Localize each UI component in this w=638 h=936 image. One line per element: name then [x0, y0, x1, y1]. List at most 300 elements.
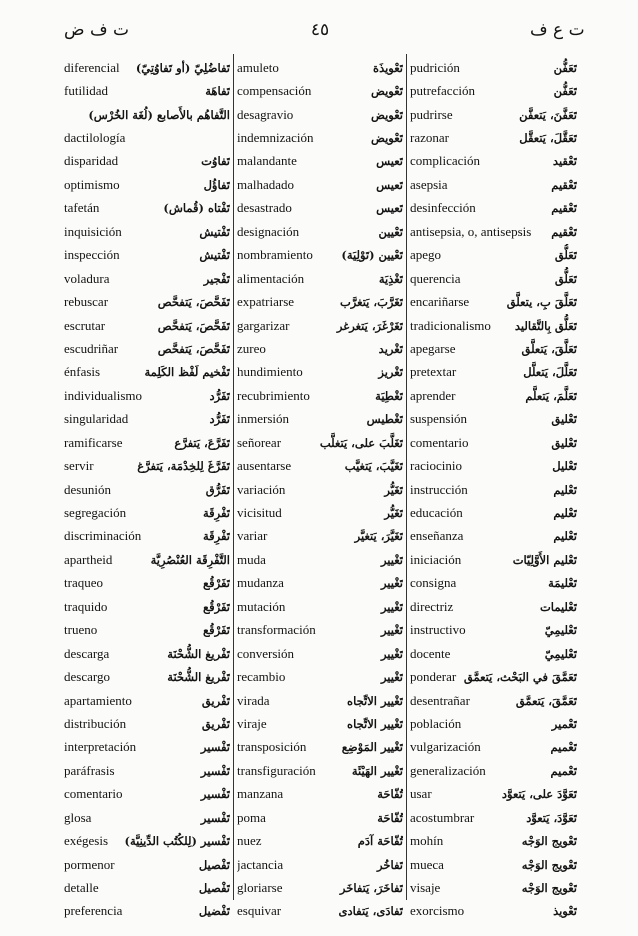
spanish-term: gargarizar [237, 317, 290, 333]
dictionary-entry [410, 150, 577, 173]
dictionary-entry [410, 384, 577, 407]
arabic-term: تَعيس [376, 177, 403, 192]
header-left-letters: ت ف ض [64, 20, 129, 40]
spanish-term: inspección [64, 247, 120, 263]
spanish-term: optimismo [64, 176, 120, 192]
arabic-term: تَغْذِيَة [378, 271, 403, 286]
spanish-term: inmersión [237, 411, 289, 427]
arabic-term: تَفاوُت [201, 154, 230, 169]
arabic-term: تَعْويض [371, 107, 403, 122]
arabic-term: تَغَيَّبَ، يَتغيَّب [344, 459, 403, 474]
arabic-term: تَعَوَّدَ على، يَتعوَّد [501, 787, 577, 802]
arabic-term: تَفَحَّصَ، يَتفحَّص [157, 341, 230, 356]
arabic-term: تَغْطيس [366, 412, 403, 427]
arabic-term: تَعَفُّن [553, 84, 577, 99]
arabic-term: تَفَرُّد [209, 388, 230, 403]
dictionary-entry [64, 126, 230, 149]
spanish-term: conversión [237, 645, 295, 661]
spanish-term: consigna [410, 575, 457, 591]
dictionary-entry [237, 806, 403, 829]
spanish-term: exorcismo [410, 903, 465, 919]
spanish-term: ramificarse [64, 434, 123, 450]
spanish-term: discriminación [64, 528, 142, 544]
spanish-term: querencia [410, 270, 461, 286]
dictionary-entry [64, 619, 230, 642]
arabic-term: تَغْيير الاتِّجاه [347, 716, 403, 731]
dictionary-entry [64, 712, 230, 735]
dictionary-entry [237, 712, 403, 735]
dictionary-entry [410, 478, 577, 501]
arabic-term: تَعْمير [551, 716, 577, 731]
arabic-term: تَفَرُّق [205, 482, 230, 497]
spanish-term: asepsia [410, 176, 448, 192]
spanish-term: glosa [64, 809, 92, 825]
dictionary-entry [237, 267, 403, 290]
spanish-term: desastrado [237, 200, 292, 216]
arabic-term: تَعَلَّمَ، يَتعلَّم [525, 388, 577, 403]
dictionary-entry [410, 689, 577, 712]
spanish-term: distribución [64, 715, 127, 731]
arabic-term: تَغَلَّبَ على، يَتغلَّب [319, 435, 403, 450]
dictionary-entry [64, 384, 230, 407]
arabic-term: تَغْيير الهَيْئَة [351, 763, 403, 778]
dictionary-entry [64, 501, 230, 524]
dictionary-columns [61, 54, 580, 919]
arabic-term: تَفَرَّعَ، يَتفرَّع [174, 435, 230, 450]
arabic-term: تَعيس [376, 201, 403, 216]
dictionary-entry [237, 572, 403, 595]
arabic-term: تَفْخيم لَفْظ الكَلِمة [144, 365, 230, 380]
spanish-term: amuleto [237, 59, 279, 75]
spanish-term: dactilología [64, 130, 126, 146]
arabic-term: تَغْيير [380, 623, 403, 638]
spanish-term: usar [410, 786, 432, 802]
arabic-term: تَفْتيش [199, 248, 230, 263]
spanish-term: interpretación [64, 739, 137, 755]
dictionary-entry [237, 642, 403, 665]
arabic-term: تَعَقَّلَ، يَتعقَّل [519, 131, 577, 146]
dictionary-entry [64, 572, 230, 595]
spanish-term: individualismo [64, 387, 142, 403]
arabic-term: تَفاخُر [377, 857, 403, 872]
arabic-term: تَفْتيش [199, 224, 230, 239]
dictionary-entry [64, 783, 230, 806]
dictionary-entry [237, 736, 403, 759]
spanish-term: iniciación [410, 551, 462, 567]
spanish-term: manzana [237, 786, 284, 802]
dictionary-entry [237, 454, 403, 477]
dictionary-entry [64, 454, 230, 477]
dictionary-entry [237, 501, 403, 524]
spanish-term: generalización [410, 762, 486, 778]
spanish-term: malandante [237, 153, 297, 169]
spanish-term: desinfección [410, 200, 476, 216]
dictionary-entry [64, 244, 230, 267]
arabic-term: تَعَلُّق بِالتَّقاليد [514, 318, 577, 333]
arabic-term: تَعَمَّقَ، يَتعمَّق [515, 693, 577, 708]
dictionary-entry [237, 900, 403, 923]
arabic-term: تَعْليم [553, 529, 577, 544]
spanish-term: instrucción [410, 481, 468, 497]
spanish-term: disparidad [64, 153, 119, 169]
dictionary-entry [64, 736, 230, 759]
dictionary-entry [410, 876, 577, 899]
arabic-term: تَفاؤُل [203, 177, 230, 192]
dictionary-entry [64, 689, 230, 712]
arabic-term: تَغَرْغَرَ، يَتغرغر [336, 318, 403, 333]
spanish-term: gloriarse [237, 880, 283, 896]
dictionary-entry [237, 384, 403, 407]
dictionary-entry [64, 431, 230, 454]
arabic-term: تَفاخَرَ، يَتفاخَر [339, 881, 403, 896]
spanish-term: mueca [410, 856, 444, 872]
dictionary-entry [410, 806, 577, 829]
arabic-term: تَعَلُّق [554, 271, 577, 286]
spanish-term: desunión [64, 481, 111, 497]
dictionary-entry [410, 595, 577, 618]
spanish-term: traquido [64, 598, 108, 614]
dictionary-entry [410, 665, 577, 688]
dictionary-entry [64, 173, 230, 196]
dictionary-entry [64, 408, 230, 431]
arabic-term: تَعْليل [552, 459, 577, 474]
dictionary-entry [64, 56, 230, 79]
dictionary-entry [410, 173, 577, 196]
arabic-term: تَفاضُلِيّ (أو تَفاوُتِيّ) [135, 60, 230, 75]
spanish-term: malhadado [237, 176, 295, 192]
dictionary-entry [410, 572, 577, 595]
dictionary-entry [237, 759, 403, 782]
dictionary-entry [64, 220, 230, 243]
arabic-term: تَفْسير [200, 787, 230, 802]
dictionary-entry [237, 619, 403, 642]
dictionary-entry [237, 173, 403, 196]
dictionary-entry [410, 736, 577, 759]
arabic-term: تَعَمَّقَ في البَحْث، يَتعمَّق [463, 670, 577, 685]
dictionary-entry [237, 548, 403, 571]
spanish-term: comentario [64, 786, 123, 802]
spanish-term: tradicionalismo [410, 317, 491, 333]
spanish-term: aprender [410, 387, 456, 403]
spanish-term: designación [237, 223, 300, 239]
column-middle [234, 54, 407, 919]
dictionary-entry [410, 79, 577, 102]
spanish-term: traqueo [64, 575, 103, 591]
spanish-term: nombramiento [237, 247, 313, 263]
spanish-term: apartamiento [64, 692, 132, 708]
spanish-term: vicisitud [237, 505, 282, 521]
arabic-term: التَّفاهُم بالأَصابع (لُغَة الخُرْس) [88, 107, 230, 122]
arabic-term: تَغَيُّر [384, 482, 403, 497]
dictionary-entry [237, 290, 403, 313]
spanish-term: antisepsia, o, antisepsis [410, 223, 532, 239]
arabic-term: تَعْيين (تَوْلِيَة) [341, 248, 403, 263]
arabic-term: تَغْيير [380, 599, 403, 614]
arabic-term: تَفْسير [200, 763, 230, 778]
arabic-term: تَفْتاه (قُماش) [163, 201, 230, 216]
spanish-term: recubrimiento [237, 387, 310, 403]
spanish-term: desentrañar [410, 692, 470, 708]
arabic-term: تَفَرْقُع [203, 599, 230, 614]
arabic-term: تَعْليمِيّ [544, 623, 577, 638]
arabic-term: تَفْرِقَة [202, 529, 230, 544]
arabic-term: تَعْيين [378, 224, 403, 239]
dictionary-entry [64, 806, 230, 829]
arabic-term: تَعَلَّقَ، يَتعلَّق [521, 341, 577, 356]
dictionary-entry [410, 548, 577, 571]
arabic-term: تَفَرْقُع [203, 576, 230, 591]
arabic-term: تَفْريق [201, 693, 230, 708]
arabic-term: تَفْريق [201, 716, 230, 731]
dictionary-entry [64, 595, 230, 618]
dictionary-entry [64, 150, 230, 173]
spanish-term: voladura [64, 270, 110, 286]
spanish-term: muda [237, 551, 266, 567]
dictionary-entry [237, 853, 403, 876]
spanish-term: tafetán [64, 200, 100, 216]
spanish-term: apartheid [64, 551, 113, 567]
spanish-term: exégesis [64, 833, 109, 849]
dictionary-entry [410, 314, 577, 337]
dictionary-entry [237, 595, 403, 618]
spanish-term: compensación [237, 83, 312, 99]
dictionary-entry [410, 361, 577, 384]
spanish-term: variar [237, 528, 268, 544]
spanish-term: recambio [237, 669, 286, 685]
spanish-term: poma [237, 809, 266, 825]
spanish-term: pretextar [410, 364, 457, 380]
spanish-term: paráfrasis [64, 762, 115, 778]
spanish-term: escudriñar [64, 340, 119, 356]
dictionary-entry [410, 126, 577, 149]
arabic-term: تُفّاحَة [377, 787, 403, 802]
arabic-term: تَعْليمَة [548, 576, 577, 591]
spanish-term: población [410, 715, 462, 731]
arabic-term: تَغَيُّر [384, 506, 403, 521]
arabic-term: تَفادَى، يَتفادى [338, 904, 403, 919]
spanish-term: pormenor [64, 856, 115, 872]
arabic-term: تَعْويج الوَجْه [521, 857, 577, 872]
spanish-term: detalle [64, 880, 99, 896]
arabic-term: تَغْيير المَوْضِع [341, 740, 403, 755]
spanish-term: expatriarse [237, 294, 295, 310]
arabic-term: تَعْويض [371, 131, 403, 146]
arabic-term: تَغْيير [380, 646, 403, 661]
spanish-term: rebuscar [64, 294, 109, 310]
arabic-term: تَفْصيل [198, 857, 230, 872]
spanish-term: nuez [237, 833, 262, 849]
dictionary-entry [410, 619, 577, 642]
arabic-term: تَفَحَّصَ، يَتفحَّص [157, 318, 230, 333]
dictionary-entry [64, 853, 230, 876]
dictionary-entry [237, 337, 403, 360]
spanish-term: transfiguración [237, 762, 316, 778]
spanish-term: descarga [64, 645, 110, 661]
spanish-term: visaje [410, 880, 441, 896]
spanish-term: raciocinio [410, 458, 462, 474]
spanish-term: instructivo [410, 622, 466, 638]
dictionary-entry [410, 408, 577, 431]
dictionary-entry [410, 337, 577, 360]
spanish-term: futilidad [64, 83, 109, 99]
arabic-term: تَعَلَّلَ، يَتعلَّل [523, 365, 577, 380]
arabic-term: تَعْقيم [551, 177, 577, 192]
spanish-term: acostumbrar [410, 809, 475, 825]
arabic-term: تَفْسير [200, 810, 230, 825]
dictionary-entry [410, 900, 577, 923]
spanish-term: diferencial [64, 59, 120, 75]
dictionary-entry [237, 431, 403, 454]
dictionary-entry [64, 642, 230, 665]
dictionary-entry [410, 783, 577, 806]
dictionary-entry [64, 314, 230, 337]
arabic-term: تَغْيير الاتِّجاه [347, 693, 403, 708]
arabic-term: تَعْقيم [551, 224, 577, 239]
spanish-term: transformación [237, 622, 316, 638]
spanish-term: enseñanza [410, 528, 464, 544]
dictionary-entry [410, 642, 577, 665]
dictionary-entry [410, 712, 577, 735]
spanish-term: escrutar [64, 317, 106, 333]
dictionary-entry [64, 665, 230, 688]
spanish-term: pudrirse [410, 106, 453, 122]
spanish-term: encariñarse [410, 294, 470, 310]
arabic-term: تَعْويذ [553, 904, 577, 919]
arabic-term: تَفاهَة [205, 84, 230, 99]
spanish-term: inquisición [64, 223, 122, 239]
dictionary-entry [64, 478, 230, 501]
arabic-term: تَعَفُّن [553, 60, 577, 75]
arabic-term: تَعْميم [550, 763, 577, 778]
arabic-term: تَفْجير [203, 271, 230, 286]
dictionary-entry [237, 103, 403, 126]
spanish-term: ausentarse [237, 458, 292, 474]
dictionary-entry [410, 454, 577, 477]
dictionary-entry [237, 361, 403, 384]
spanish-term: singularidad [64, 411, 129, 427]
arabic-term: تَعْميم [550, 740, 577, 755]
spanish-term: señorear [237, 434, 282, 450]
dictionary-entry [410, 103, 577, 126]
arabic-term: تَعْليم الأَوَّلِيّات [512, 552, 577, 567]
spanish-term: esquivar [237, 903, 282, 919]
dictionary-entry [237, 478, 403, 501]
spanish-term: indemnización [237, 130, 314, 146]
dictionary-entry [237, 829, 403, 852]
arabic-term: تُفّاحَة آدَم [357, 834, 403, 849]
dictionary-entry [64, 79, 230, 102]
dictionary-entry [410, 853, 577, 876]
arabic-term: تَعْليق [551, 435, 577, 450]
spanish-term: directriz [410, 598, 454, 614]
dictionary-entry [64, 900, 230, 923]
arabic-term: تَفْريغ الشُّحْنَة [167, 646, 230, 661]
arabic-term: تَغْيير [380, 670, 403, 685]
dictionary-entry [237, 150, 403, 173]
header-right-letters: ت ع ف [530, 20, 585, 40]
spanish-term: apegarse [410, 340, 456, 356]
spanish-term: viraje [237, 715, 267, 731]
arabic-term: تَعْويج الوَجْه [521, 881, 577, 896]
arabic-term: تَغَيَّرَ، يَتغيَّر [354, 529, 403, 544]
dictionary-entry [410, 244, 577, 267]
spanish-term: descargo [64, 669, 110, 685]
dictionary-entry [410, 759, 577, 782]
dictionary-entry [237, 79, 403, 102]
dictionary-entry [237, 689, 403, 712]
dictionary-entry [237, 876, 403, 899]
column-right [407, 54, 580, 919]
dictionary-entry [64, 361, 230, 384]
dictionary-entry [237, 314, 403, 337]
arabic-term: تَفْصيل [198, 881, 230, 896]
arabic-term: تَفَحَّصَ، يَتفحَّص [157, 295, 230, 310]
arabic-term: تَعْليمِيّ [544, 646, 577, 661]
spanish-term: desagravio [237, 106, 294, 122]
arabic-term: تَغْيير [380, 576, 403, 591]
spanish-term: variación [237, 481, 286, 497]
spanish-term: apego [410, 247, 442, 263]
spanish-term: complicación [410, 153, 481, 169]
arabic-term: تَعْليم [553, 482, 577, 497]
dictionary-entry [410, 290, 577, 313]
arabic-term: تَعْويذَة [373, 60, 403, 75]
dictionary-entry [410, 56, 577, 79]
arabic-term: تَفَرْقُع [203, 623, 230, 638]
dictionary-entry [64, 548, 230, 571]
arabic-term: تَفْسير [200, 740, 230, 755]
arabic-term: تَعيس [376, 154, 403, 169]
dictionary-entry [237, 220, 403, 243]
spanish-term: jactancia [237, 856, 284, 872]
dictionary-entry [410, 220, 577, 243]
spanish-term: zureo [237, 340, 266, 356]
spanish-term: comentario [410, 434, 469, 450]
dictionary-entry [64, 267, 230, 290]
spanish-term: virada [237, 692, 270, 708]
spanish-term: hundimiento [237, 364, 303, 380]
arabic-term: تَغْطِيَة [375, 388, 403, 403]
spanish-term: suspensión [410, 411, 468, 427]
dictionary-entry [64, 290, 230, 313]
arabic-term: تَعَلُّق [554, 248, 577, 263]
arabic-term: تَفَرَّغَ لِلخِدْمَة، يَتفرَّغ [137, 459, 230, 474]
dictionary-entry [237, 525, 403, 548]
spanish-term: trueno [64, 622, 98, 638]
column-left [61, 54, 234, 919]
arabic-term: تَعْقيم [551, 201, 577, 216]
dictionary-entry [64, 337, 230, 360]
spanish-term: servir [64, 458, 94, 474]
dictionary-entry [410, 431, 577, 454]
spanish-term: preferencia [64, 903, 123, 919]
dictionary-entry [410, 525, 577, 548]
spanish-term: mudanza [237, 575, 284, 591]
spanish-term: ponderar [410, 669, 457, 685]
spanish-term: mutación [237, 598, 286, 614]
arabic-term: تَعَلَّقَ بِ، يتعلَّق [506, 295, 577, 310]
dictionary-entry [237, 244, 403, 267]
dictionary-entry [64, 197, 230, 220]
dictionary-entry [64, 759, 230, 782]
dictionary-entry [64, 103, 230, 126]
arabic-term: تَعْليق [551, 412, 577, 427]
arabic-term: تَعْويج الوَجْه [521, 834, 577, 849]
arabic-term: تَعْليم [553, 506, 577, 521]
dictionary-entry [237, 408, 403, 431]
dictionary-entry [410, 501, 577, 524]
dictionary-entry [64, 525, 230, 548]
